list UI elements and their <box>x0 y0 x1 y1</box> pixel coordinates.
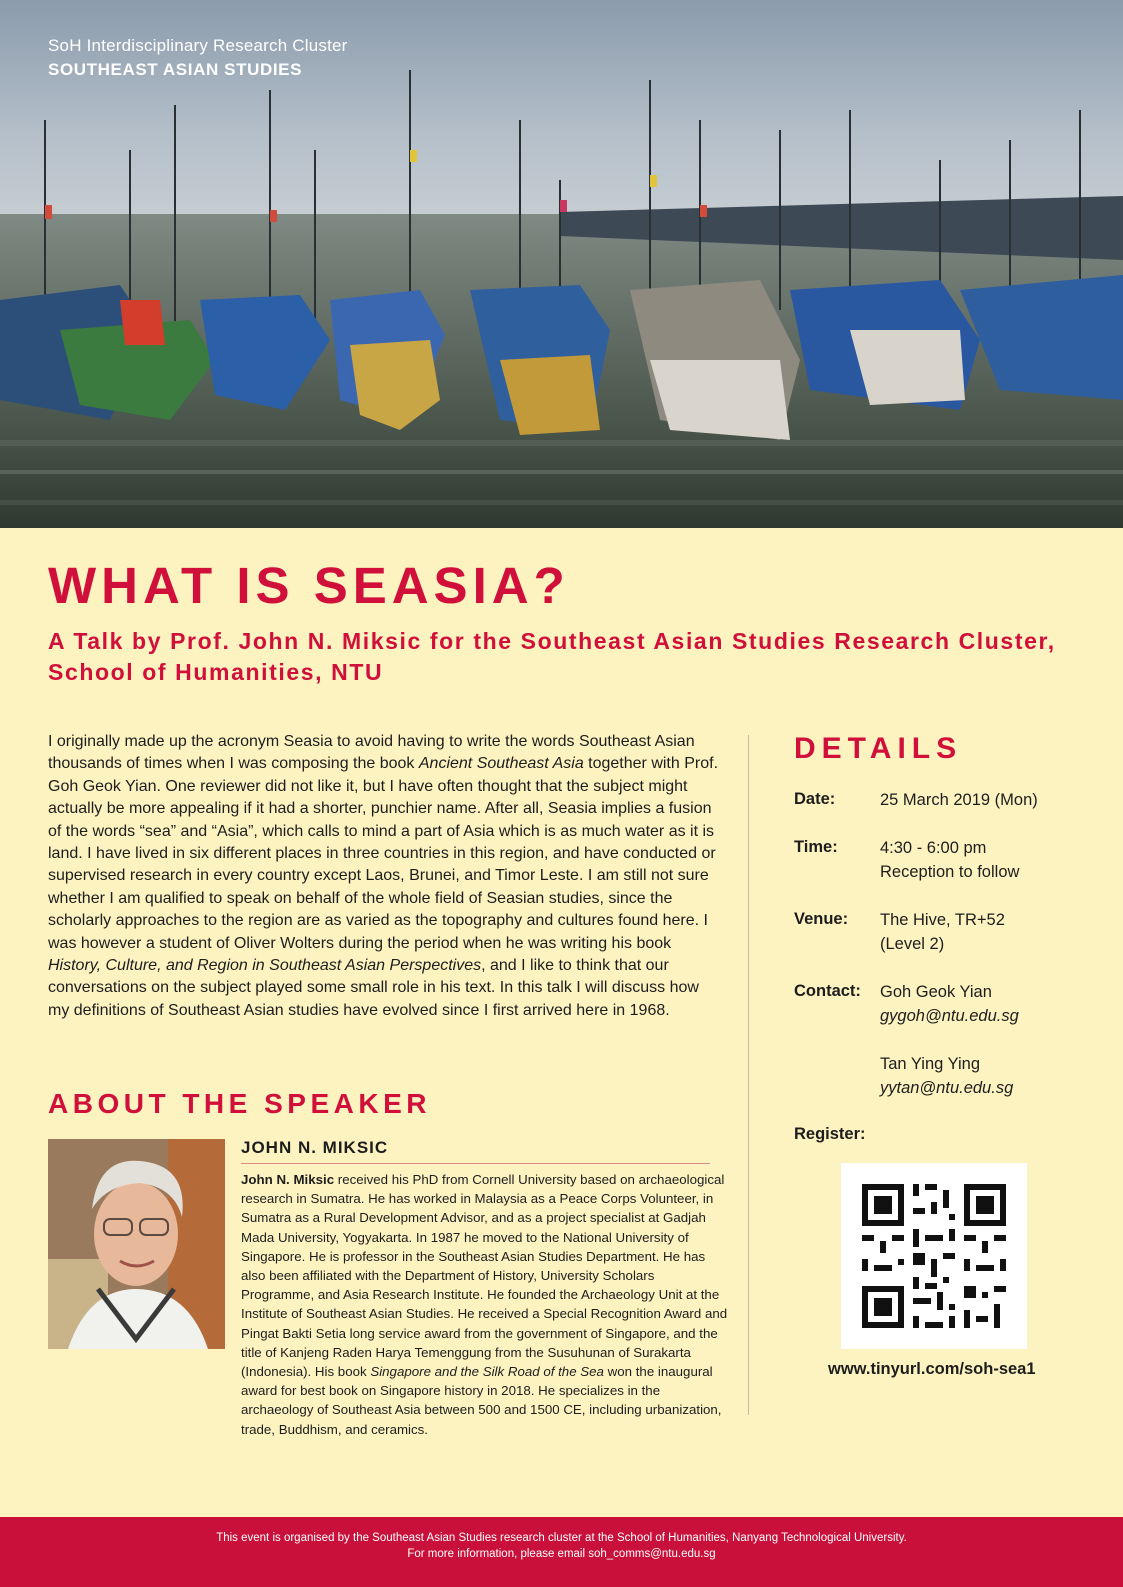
contact-1-email[interactable]: gygoh@ntu.edu.sg <box>880 1007 1019 1025</box>
time-reception-note: Reception to follow <box>880 863 1020 881</box>
contact-2-name: Tan Ying Ying <box>880 1055 980 1073</box>
speaker-name: JOHN N. MIKSIC <box>241 1138 389 1157</box>
date-label: Date: <box>794 790 836 808</box>
bio-speaker-name: John N. Miksic <box>241 1172 335 1187</box>
speaker-name-rule <box>241 1163 710 1164</box>
date-value: 25 March 2019 (Mon) <box>880 791 1038 809</box>
speaker-portrait-illustration <box>48 1139 225 1349</box>
time-range: 4:30 - 6:00 pm <box>880 839 987 857</box>
speaker-bio <box>241 1170 728 1439</box>
venue-value <box>880 908 1005 956</box>
talk-abstract <box>48 731 718 1022</box>
register-qr-code[interactable] <box>841 1163 1027 1349</box>
event-title: WHAT IS SEASIA? <box>48 557 570 614</box>
venue-level: (Level 2) <box>880 935 945 953</box>
bio-text-2: won the inaugural award for best book on Singapore history in 2018. He specializes in the archaeology of Southeast Asia between 500 and 1500 CE, including urbanization, trade, Buddhism, and ceramics. <box>241 1364 722 1437</box>
bio-text-1: received his PhD from Cornell University based on archaeological research in Sumatra. He has worked in Malaysia as a Peace Corps Volunteer, in Sumatra as a Rural Development Advisor, and as a project specialist at Gadjah Mada University, Yogyakarta. In 1987 he moved to the National University of Singapore. He is professor in the Southeast Asian Studies Department. He has also been affiliated with the Department of History, University Scholars Programme, and Asia Research Institute. He founded the Archaeology Unit at the Institute of Southeast Asian Studies. He received a Special Recognition Award and Pingat Bakti Setia long service award from the government of Singapore, and the title of Kanjeng Raden Harya Temenggung from the Susuhunan of Surakarta (Indonesia). His book <box>241 1172 728 1380</box>
contact-2 <box>880 1052 1013 1100</box>
qr-code-icon <box>841 1163 1027 1349</box>
register-label: Register: <box>794 1125 866 1143</box>
venue-name: The Hive, TR+52 <box>880 911 1005 929</box>
time-label: Time: <box>794 838 838 856</box>
time-value <box>880 836 1019 884</box>
column-divider <box>748 735 749 1415</box>
register-url-link[interactable]: www.tinyurl.com/soh-sea1 <box>828 1360 1036 1378</box>
abstract-text-1: I originally made up the acronym Seasia to avoid having to write the words Southeast Asian thousands of times when I was composing the book <box>48 733 695 773</box>
contact-1 <box>880 980 1019 1028</box>
contact-label: Contact: <box>794 982 861 1000</box>
footer-banner <box>0 1517 1123 1587</box>
event-subtitle: A Talk by Prof. John N. Miksic for the Southeast Asian Studies Research Cluster, School of Humanities, NTU <box>48 628 1056 685</box>
research-cluster-label: SoH Interdisciplinary Research Cluster <box>48 36 348 55</box>
hero-photo-harbor-boats <box>0 0 1123 528</box>
details-heading: DETAILS <box>794 732 963 765</box>
speaker-photo <box>48 1139 225 1349</box>
abstract-text-2: together with Prof. Goh Geok Yian. One reviewer did not like it, but I have often thought that the subject might actually be more appealing if it had a shorter, punchier name. After all, Seasia implies a fusion of the words “sea” and “Asia”, which calls to mind a part of Asia which is as much water as it is land. I have lived in six different places in three countries in this region, and have conducted or supervised research in every country except Laos, Brunei, and Timor Leste. I am still not sure whether I am qualified to speak on behalf of the whole field of Seasian studies, since the scholarly approaches to the region are as varied as the topography and cultures found here. I was however a student of Oliver Wolters during the period when he was writing his book <box>48 755 719 952</box>
bio-book-title: Singapore and the Silk Road of the Sea <box>370 1364 604 1380</box>
about-speaker-heading: ABOUT THE SPEAKER <box>48 1088 431 1119</box>
abstract-text-3: , and I like to think that our conversations on the subject played some small role in his text. In this talk I will discuss how my definitions of Southeast Asian studies have evolved since I first arrived here in 1968. <box>48 957 699 1019</box>
contact-2-email[interactable]: yytan@ntu.edu.sg <box>880 1079 1014 1097</box>
footer-organiser-note: This event is organised by the Southeast Asian Studies research cluster at the School of Humanities, Nanyang Technological University. <box>216 1532 907 1544</box>
footer-contact-note: For more information, please email soh_comms@ntu.edu.sg <box>407 1548 716 1560</box>
contact-1-name: Goh Geok Yian <box>880 983 992 1001</box>
abstract-book-title-1: Ancient Southeast Asia <box>418 755 584 773</box>
abstract-book-title-2: History, Culture, and Region in Southeast Asian Perspectives <box>48 957 482 975</box>
venue-label: Venue: <box>794 910 849 928</box>
research-cluster-name: SOUTHEAST ASIAN STUDIES <box>48 60 303 79</box>
